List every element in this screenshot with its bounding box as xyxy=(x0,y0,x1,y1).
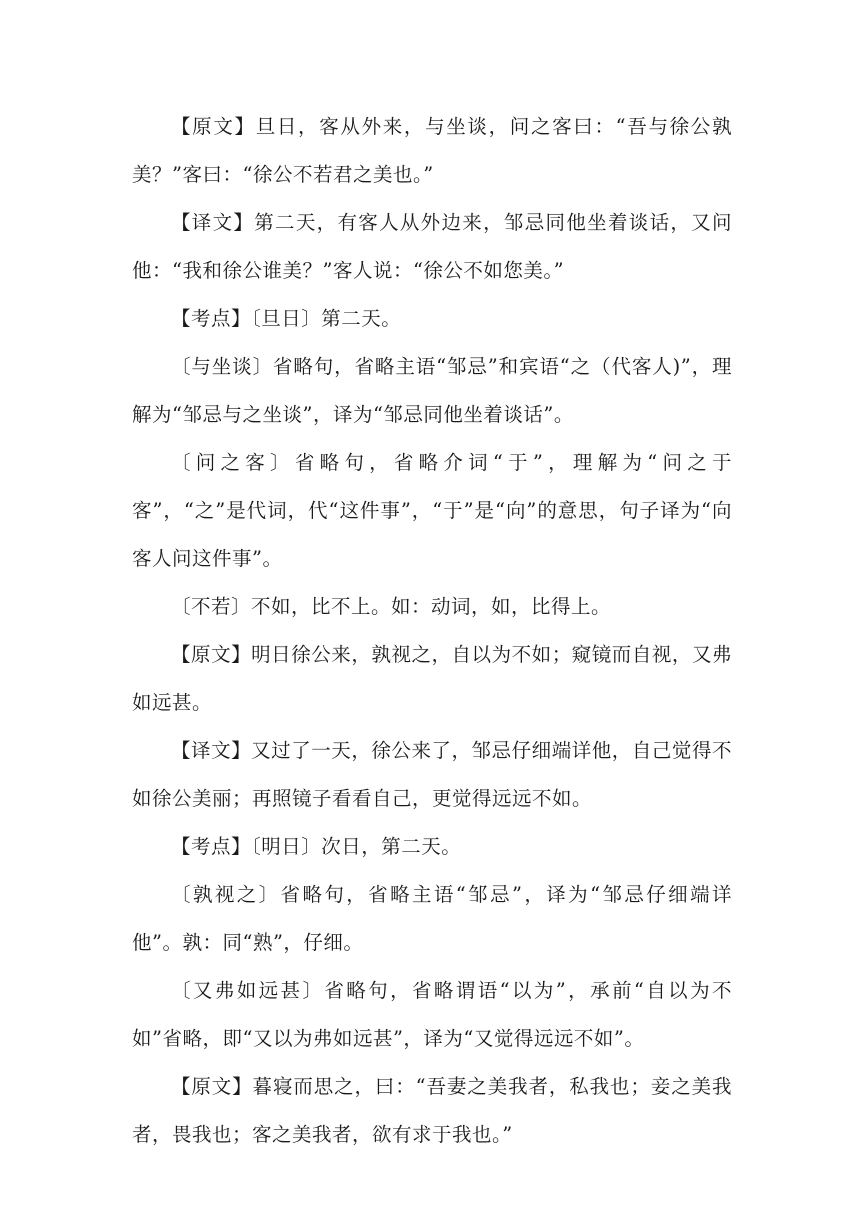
paragraph: 〔问之客〕省略句，省略介词“于”，理解为“问之于客”，“之”是代词，代“这件事”，“于”是“向”的意思，句子译为“向客人问这件事”。 xyxy=(132,451,732,570)
paragraph: 〔与坐谈〕省略句，省略主语“邹忌”和宾语“之（代客人)”，理解为“邹忌与之坐谈”，译为“邹忌同他坐着谈话”。 xyxy=(132,355,732,426)
paragraph: 【原文】明日徐公来，孰视之，自以为不如；窥镜而自视，又弗如远甚。 xyxy=(132,643,732,714)
paragraph: 〔又弗如远甚〕省略句，省略谓语“以为”，承前“自以为不如”省略，即“又以为弗如远甚”，译为“又觉得远远不如”。 xyxy=(132,979,732,1050)
paragraph: 【原文】暮寝而思之，曰：“吾妻之美我者，私我也；妾之美我者，畏我也；客之美我者，欲有求于我也。” xyxy=(132,1075,732,1146)
paragraph: 【考点】〔旦日〕第二天。 xyxy=(171,307,402,330)
paragraph: 【考点】〔明日〕次日，第二天。 xyxy=(171,835,462,858)
document-page xyxy=(132,103,732,1159)
paragraph: 【原文】旦日，客从外来，与坐谈，问之客曰：“吾与徐公孰美？”客曰：“徐公不若君之美也。” xyxy=(132,115,732,186)
paragraph: 〔不若〕不如，比不上。如：动词，如，比得上。 xyxy=(171,595,612,618)
paragraph: 【译文】第二天，有客人从外边来，邹忌同他坐着谈话，又问他：“我和徐公谁美？”客人说：“徐公不如您美。” xyxy=(132,211,732,282)
paragraph: 【译文】又过了一天，徐公来了，邹忌仔细端详他，自己觉得不如徐公美丽；再照镜子看看自己，更觉得远远不如。 xyxy=(132,739,732,810)
paragraph: 〔孰视之〕省略句，省略主语“邹忌”，译为“邹忌仔细端详他”。孰：同“熟”，仔细。 xyxy=(132,883,732,954)
